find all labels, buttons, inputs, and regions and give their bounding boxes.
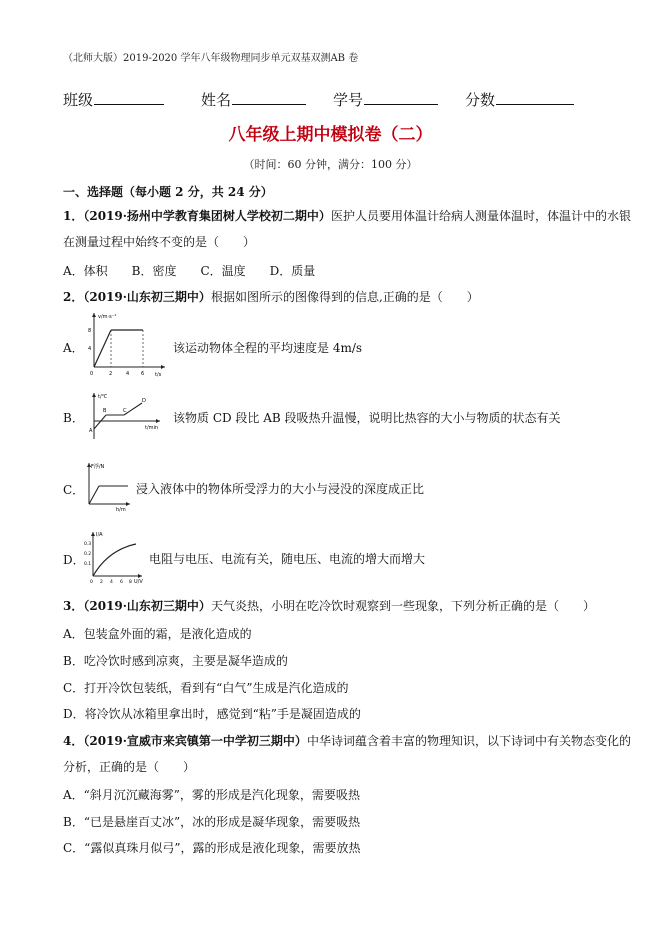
question-2	[63, 289, 479, 305]
graph-a-ytick: 4	[88, 346, 92, 352]
field-score-label: 分数	[465, 91, 496, 109]
question-2-option-a-text: 该运动物体全程的平均速度是 4m/s	[173, 341, 363, 355]
question-3-option-c[interactable]: C．打开冷饮包装纸，看到有“白气”生成是汽化造成的	[63, 681, 349, 695]
graph-c-ylabel: F浮/N	[91, 464, 105, 470]
question-3-option-b[interactable]: B．吃冷饮时感到凉爽，主要是凝华造成的	[63, 654, 288, 668]
question-1	[63, 208, 631, 224]
question-2-number: 2．	[63, 290, 84, 304]
section-heading: 一、选择题（每小题 2 分，共 24 分）	[63, 185, 273, 199]
question-4-line2: 分析，正确的是（ ）	[63, 760, 196, 774]
current-voltage-graph	[84, 528, 146, 584]
graph-a-xtick: 6	[141, 371, 145, 377]
graph-d-ylabel: I/A	[96, 532, 103, 538]
question-2-option-d-text: 电阻与电压、电流有关，随电压、电流的增大而增大	[149, 552, 426, 566]
graph-a-xtick: 0	[90, 371, 94, 377]
question-1-line2: 在测量过程中始终不变的是（ ）	[63, 235, 256, 249]
field-class-blank[interactable]	[94, 90, 164, 105]
graph-b-point: C	[123, 408, 127, 414]
graph-a-ylabel: v/m·s⁻¹	[98, 314, 117, 320]
graph-d-xtick: 2	[100, 580, 103, 584]
question-2-option-a-label[interactable]: A．	[63, 341, 84, 355]
temperature-time-graph	[84, 389, 164, 441]
question-3-stem: 天气炎热，小明在吃冷饮时观察到一些现象，下列分析正确的是（ ）	[210, 599, 595, 613]
velocity-time-graph	[85, 309, 170, 377]
question-3-option-a[interactable]: A．包装盒外面的霜，是液化造成的	[63, 627, 252, 641]
graph-a-xlabel: t/s	[155, 372, 162, 377]
question-4	[63, 733, 631, 749]
question-4-option-a[interactable]: A．“斜月沉沉藏海雾”，雾的形成是汽化现象，需要吸热	[63, 788, 360, 802]
field-student-id[interactable]	[333, 89, 438, 110]
question-4-number: 4．	[63, 734, 84, 748]
field-score[interactable]	[465, 89, 574, 110]
field-class[interactable]	[63, 89, 164, 110]
field-class-label: 班级	[63, 91, 94, 109]
field-student-id-blank[interactable]	[364, 90, 438, 105]
question-1-number: 1．	[63, 209, 84, 223]
graph-b-point: B	[103, 408, 107, 414]
graph-d-ytick: 0.1	[84, 562, 92, 567]
question-2-option-b-text: 该物质 CD 段比 AB 段吸热升温慢，说明比热容的大小与物质的状态有关	[173, 411, 561, 425]
field-name[interactable]	[201, 89, 306, 110]
question-4-option-b[interactable]: B．“已是悬崖百丈冰”，冰的形成是凝华现象，需要吸热	[63, 815, 361, 829]
page-subtitle: （时间：60 分钟，满分：100 分）	[243, 158, 418, 171]
graph-d-xlabel: U/V	[134, 579, 143, 584]
graph-d-xtick: 4	[110, 580, 113, 584]
graph-d-xtick: 8	[129, 580, 132, 584]
graph-a-xtick: 4	[126, 371, 130, 377]
question-4-source: （2019·宣威市来宾镇第一中学初三期中）	[83, 734, 307, 748]
question-2-option-b-label[interactable]: B．	[63, 411, 84, 425]
field-name-label: 姓名	[201, 91, 232, 109]
question-2-option-c-text: 浸入液体中的物体所受浮力的大小与浸没的深度成正比	[136, 482, 425, 496]
question-1-options[interactable]: A．体积 B．密度 C．温度 D．质量	[63, 264, 316, 278]
graph-d-xtick: 0	[90, 580, 93, 584]
graph-d-ytick: 0.3	[84, 542, 92, 547]
graph-c-xlabel: h/m	[116, 507, 126, 512]
question-4-option-c[interactable]: C．“露似真珠月似弓”，露的形成是液化现象，需要放热	[63, 841, 361, 855]
graph-b-point: D	[142, 398, 146, 404]
buoyancy-depth-graph	[84, 460, 134, 512]
field-student-id-label: 学号	[333, 91, 364, 109]
graph-a-ytick: 8	[88, 328, 92, 334]
question-2-option-d-label[interactable]: D．	[63, 553, 85, 567]
question-3-number: 3．	[63, 599, 84, 613]
graph-b-xlabel: t/min	[145, 425, 159, 431]
question-1-source: （2019·扬州中学教育集团树人学校初二期中）	[83, 209, 331, 223]
question-3	[63, 598, 595, 614]
graph-b-ylabel: t/℃	[98, 394, 108, 400]
running-header: （北师大版）2019-2020 学年八年级物理同步单元双基双测AB 卷	[63, 53, 359, 64]
question-3-option-d[interactable]: D．将冷饮从冰箱里拿出时，感觉到“粘”手是凝固造成的	[63, 707, 361, 721]
question-4-line1: 中华诗词蕴含着丰富的物理知识，以下诗词中有关物态变化的	[306, 734, 631, 748]
graph-b-point: A	[89, 428, 93, 434]
question-2-source: （2019·山东初三期中）	[83, 290, 211, 304]
graph-d-ytick: 0.2	[84, 552, 92, 557]
page-title: 八年级上期中模拟卷（二）	[228, 125, 433, 145]
question-2-option-c-label[interactable]: C．	[63, 483, 85, 497]
question-2-stem: 根据如图所示的图像得到的信息,正确的是（ ）	[210, 290, 479, 304]
question-1-line1: 医护人员要用体温计给病人测量体温时，体温计中的水银	[330, 209, 631, 223]
graph-d-xtick: 6	[120, 580, 123, 584]
field-score-blank[interactable]	[496, 90, 574, 105]
question-3-source: （2019·山东初三期中）	[83, 599, 211, 613]
graph-a-xtick: 2	[109, 371, 113, 377]
field-name-blank[interactable]	[232, 90, 306, 105]
